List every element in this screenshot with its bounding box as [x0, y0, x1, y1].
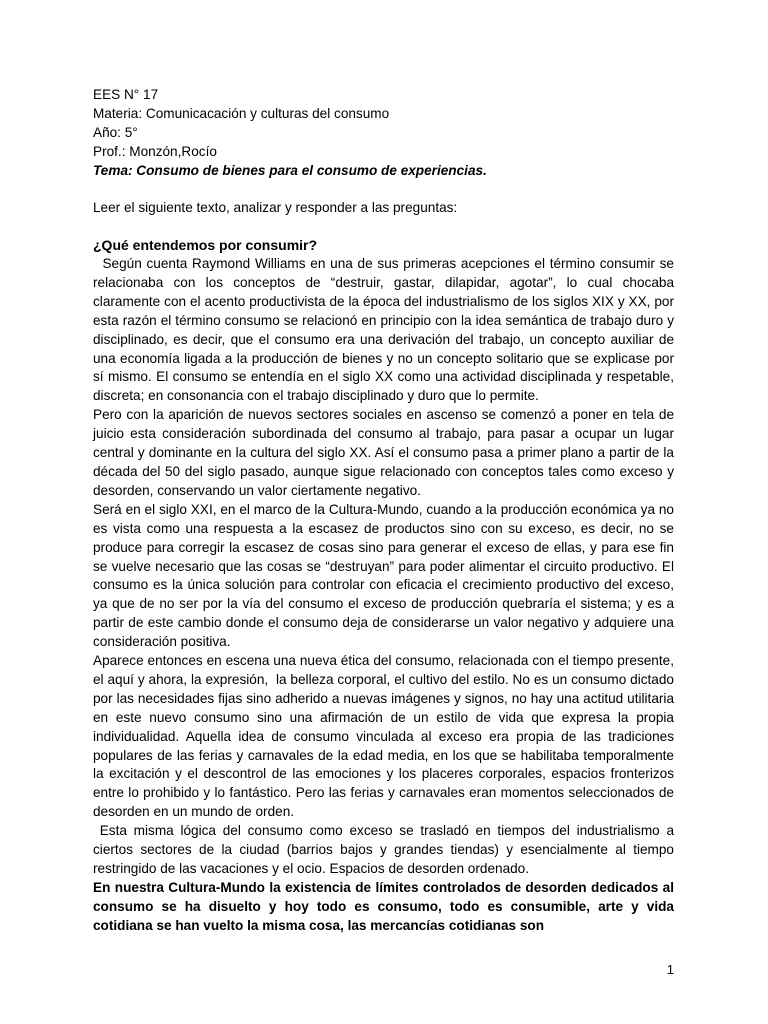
instruction-text: Leer el siguiente texto, analizar y responder a las preguntas:	[93, 200, 458, 215]
topic-title: Tema: Consumo de bienes para el consumo de experiencias.	[93, 163, 487, 178]
subject-line: Materia: Comunicacación y culturas del consumo	[93, 106, 390, 121]
paragraph: Esta misma lógica del consumo como exceso se trasladó en tiempos del industrialismo a ciertos sectores de la ciudad (barrios bajos y grandes tiendas) y esencialmente al tiempo restringido de las vacaciones y el ocio. Espacios de desorden ordenado.	[93, 823, 674, 876]
page-number: 1	[666, 962, 674, 977]
school-name: EES N° 17	[93, 87, 159, 102]
paragraph: Aparece entonces en escena una nueva ética del consumo, relacionada con el tiempo presente, el aquí y ahora, la expresión, la belleza corporal, el cultivo del estilo. No es un consumo dictado por las necesidades fijas sino adherido a nuevas imágenes y signos, no hay una actitud utilitaria en este nuevo consumo sino una afirmación de un estilo de vida que expresa la propia individualidad. Aquella idea de consumo vinculada al exceso era propia de las tradiciones populares de las ferias y carnavales de la edad media, en los que se habilitaba temporalmente la excitación y el descontrol de las emociones y los placeres corporales, espacios fronterizos entre lo prohibido y lo fantástico. Pero las ferias y carnavales eran momentos seleccionados de desorden en un mundo de orden.	[93, 653, 674, 820]
teacher-line: Prof.: Monzón,Rocío	[93, 144, 217, 159]
section-heading: ¿Qué entendemos por consumir?	[93, 237, 318, 253]
paragraph: Será en el siglo XXI, en el marco de la Cultura-Mundo, cuando a la producción económica ya no es vista como una respuesta a la escasez de productos sino con su exceso, es decir, no se produce para corregir la escasez de cosas sino para generar el exceso de ellas, y para ese fin se vuelve necesario que las cosas se “destruyan” para poder alimentar el circuito productivo. El consumo es la única solución para controlar con eficacia el crecimiento productivo del exceso, ya que de no ser por la vía del consumo el exceso de producción quebraría el sistema; y es a partir de este cambio donde el consumo deja de considerarse un valor negativo y adquiere una consideración positiva.	[93, 501, 674, 650]
paragraph: Pero con la aparición de nuevos sectores sociales en ascenso se comenzó a poner en tela de juicio esta consideración subordinada del consumo al trabajo, para pasar a ocupar un lugar central y dominante en la cultura del siglo XX. Así el consumo pasa a primer plano a partir de la década del 50 del siglo pasado, aunque sigue relacionado con conceptos tales como exceso y desorden, conservando un valor ciertamente negativo.	[93, 407, 674, 498]
paragraph: Según cuenta Raymond Williams en una de sus primeras acepciones el término consumir se relacionaba con los conceptos de “destruir, gastar, dilapidar, agotar”, lo cual chocaba claramente con el acento productivista de la época del industrialismo de los siglos XIX y XX, por esta razón el término consumo se relacionó en principio con la idea semántica de trabajo duro y disciplinado, es decir, que el consumo era una derivación del trabajo, un concepto auxiliar de una economía ligada a la producción de bienes y no un concepto solitario que se explicase por sí mismo. El consumo se entendía en el siglo XX como una actividad disciplinada y respetable, discreta; en consonancia con el trabajo disciplinado y duro que lo permite.	[93, 256, 674, 404]
year-line: Año: 5°	[93, 125, 138, 140]
paragraph-bold: En nuestra Cultura-Mundo la existencia de límites controlados de desorden dedicados al consumo se ha disuelto y hoy todo es consumo, todo es consumible, arte y vida cotidiana se han vuelto la misma cosa, las mercancías cotidianas son	[93, 879, 674, 933]
